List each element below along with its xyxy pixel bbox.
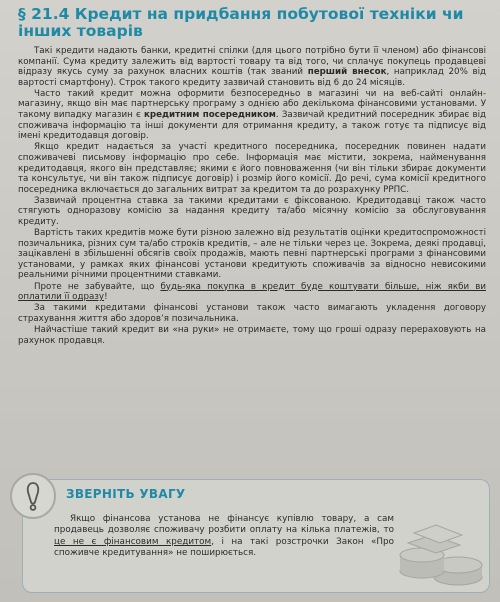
paragraph-6-text-b: ! [104, 292, 108, 303]
paragraph-7: За такими кредитами фінансові установи також часто вимагають укладення договору страхування життя або здоров’я позичальника. [18, 303, 486, 324]
paragraph-5: Вартість таких кредитів може бути різною залежно від результатів оцінки кредитоспроможності позичальника, різних сум та/або строків кредитів, – але не тільки через це. Зокрема, деякі продавці, зацікавлені в збільшенні обсягів своїх продажів, мають певні партнерські програми з фінансовими установами, у рамках яких фінансові установи кредитують споживачів за відносно невисокими реальними річними процентними ставками. [18, 228, 486, 281]
attention-title: ЗВЕРНІТЬ УВАГУ [66, 487, 186, 501]
paragraph-6 [18, 282, 486, 303]
paragraph-1-text-a: Такі кредити надають банки, кредитні спілки (для цього потрібно бути її членом) або фінансові компанії. Сума кредиту залежить від вартості товару та від того, чи сплачує покупець продавцеві відразу якусь суму за рахунок власних коштів (так званий [18, 46, 486, 78]
term-credit-intermediary: кредитним посередником [143, 110, 276, 121]
paragraph-2-text-a: Часто такий кредит можна оформити безпосередньо в магазині чи на веб-сайті онлайн-магазину, якщо він має партнерську програму з однією або декількома фінансовими установами. У такому випадку магазин є [18, 88, 486, 121]
warning-underlined: будь-яка покупка в кредит буде коштувати більше, ніж якби ви оплатили її одразу [18, 281, 486, 303]
section-heading: § 21.4 Кредит на придбання побутової техніки чи інших товарів [18, 5, 464, 40]
coins-illustration [388, 513, 488, 588]
paragraph-6-text-a: Проте не забувайте, що [34, 281, 161, 292]
attention-underlined: це не є фінансовим кредитом [54, 536, 212, 547]
attention-box [8, 473, 492, 598]
paragraph-8: Найчастіше такий кредит ви «на руки» не отримаєте, тому що гроші одразу перераховують на рахунок продавця. [18, 324, 486, 346]
paragraph-2-text-b: . Зазвичай кредитний посередник збирає від споживача інформацію та інші документи для отримання кредиту, а також готує та підписує від імені кредитодавця договір. [18, 110, 486, 142]
paragraph-1-text-b: , наприклад 20% від вартості смартфону). Строк такого кредиту зазвичай становить від 6 до 24 місяців. [18, 67, 487, 88]
paragraph-2 [18, 89, 486, 142]
exclamation-icon [10, 473, 56, 519]
attention-text-b: , і на такі розстрочки Закон «Про споживче кредитування» не поширюється. [54, 536, 394, 559]
term-first-payment: перший внесок [307, 67, 387, 78]
paragraph-1 [18, 46, 486, 88]
paragraph-4: Зазвичай процентна ставка за такими кредитами є фіксованою. Кредитодавці також часто стягують одноразову комісію за надання кредиту та/або місячну комісію за обслуговування кредиту. [18, 195, 486, 227]
attention-text [54, 514, 394, 560]
paragraph-3: Якщо кредит надається за участі кредитного посередника, посередник повинен надати споживачеві письмову інформацію про себе. Інформація має містити, зокрема, найменування кредитодавця, якого він представляє; якими є його повноваження (чи він тільки збирає документи та консультує, чи він також підписує договір) і розмір його комісії. До речі, сума комісії кредитного посередника включається до загальних витрат за кредитом та до розрахунку РРПС. [18, 142, 486, 195]
attention-text-a: Якщо фінансова установа не фінансує купівлю товару, а сам продавець дозволяє споживачу розбити оплату на кілька платежів, то [54, 514, 394, 536]
